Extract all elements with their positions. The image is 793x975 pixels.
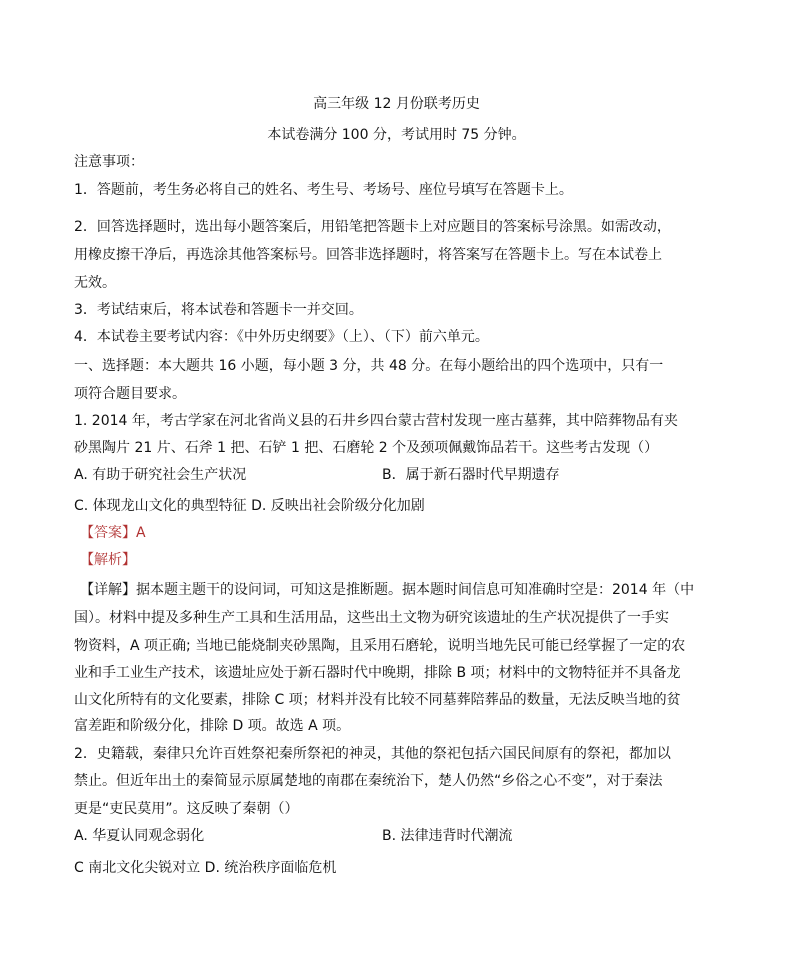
exam-title: 高三年级 12 月份联考历史 (313, 96, 480, 112)
q2-stem-line-1: 2．史籍载，秦律只允许百姓祭祀秦所祭祀的神灵，其他的祭祀包括六国民间原有的祭祀，都加以 (74, 746, 671, 762)
q1-detail-line-3: 物资料，A 项正确; 当地已能烧制夹砂黑陶，且采用石磨轮，说明当地先民可能已经掌握了一定的农 (74, 638, 686, 654)
section-heading-line-2: 项符合题目要求。 (74, 386, 186, 402)
q2-option-c-d: C 南北文化尖锐对立 D. 统治秩序面临危机 (74, 860, 337, 876)
notes-heading: 注意事项： (74, 154, 144, 170)
q1-stem-line-2: 砂黑陶片 21 片、石斧 1 把、石铲 1 把、石磨轮 2 个及颈项佩戴饰品若干。这些考古发现（） (74, 440, 659, 456)
q1-option-c-d: C. 体现龙山文化的典型特征 D. 反映出社会阶级分化加剧 (74, 498, 425, 514)
q1-answer: 【答案】A (80, 525, 146, 541)
q1-detail-line-1: 【详解】据本题主题干的设问词，可知这是推断题。据本题时间信息可知准确时空是：2014 年（中 (80, 582, 695, 598)
note-item-1: 1．答题前，考生务必将自己的姓名、考生号、考场号、座位号填写在答题卡上。 (74, 182, 573, 198)
q1-detail-line-5: 山文化所特有的文化要素，排除 C 项；材料并没有比较不同墓葬陪葬品的数量，无法反映当地的贫 (74, 692, 681, 708)
q1-detail-line-6: 富差距和阶级分化，排除 D 项。故选 A 项。 (74, 718, 351, 734)
q2-option-a: A. 华夏认同观念弱化 (74, 828, 205, 844)
q1-detail-line-2: 国）。材料中提及多种生产工具和生活用品，这些出土文物为研究该遗址的生产状况提供了一手实 (74, 610, 669, 626)
q2-stem-line-2: 禁止。但近年出土的秦简显示原属楚地的南郡在秦统治下，楚人仍然“乡俗之心不变”，对于秦法 (74, 773, 663, 789)
q1-option-a: A. 有助于研究社会生产状况 (74, 467, 247, 483)
q1-detail-line-4: 业和手工业生产技术，该遗址应处于新石器时代中晚期，排除 B 项；材料中的文物特征并不具备龙 (74, 665, 681, 681)
note-item-3: 3．考试结束后，将本试卷和答题卡一并交回。 (74, 302, 363, 318)
note-item-4: 4．本试卷主要考试内容：《中外历史纲要》（上）、（下）前六单元。 (74, 329, 489, 345)
q2-stem-line-3: 更是“吏民莫用”。这反映了秦朝（） (74, 801, 299, 817)
q1-option-b: B．属于新石器时代早期遗存 (382, 467, 560, 483)
q1-stem-line-1: 1. 2014 年，考古学家在河北省尚义县的石井乡四台蒙古营村发现一座古墓葬，其中陪葬物品有夹 (74, 413, 678, 429)
note-item-2-line-3: 无效。 (74, 275, 116, 291)
exam-subtitle: 本试卷满分 100 分，考试用时 75 分钟。 (267, 127, 526, 143)
q1-analysis-label: 【解析】 (80, 552, 136, 568)
note-item-2-line-1: 2．回答选择题时，选出每小题答案后，用铅笔把答题卡上对应题目的答案标号涂黑。如需改动， (74, 219, 671, 235)
note-item-2-line-2: 用橡皮擦干净后，再选涂其他答案标号。回答非选择题时，将答案写在答题卡上。写在本试卷上 (74, 247, 662, 263)
section-heading-line-1: 一、选择题：本大题共 16 小题，每小题 3 分，共 48 分。在每小题给出的四个选项中，只有一 (74, 358, 664, 374)
q2-option-b: B. 法律违背时代潮流 (382, 828, 513, 844)
